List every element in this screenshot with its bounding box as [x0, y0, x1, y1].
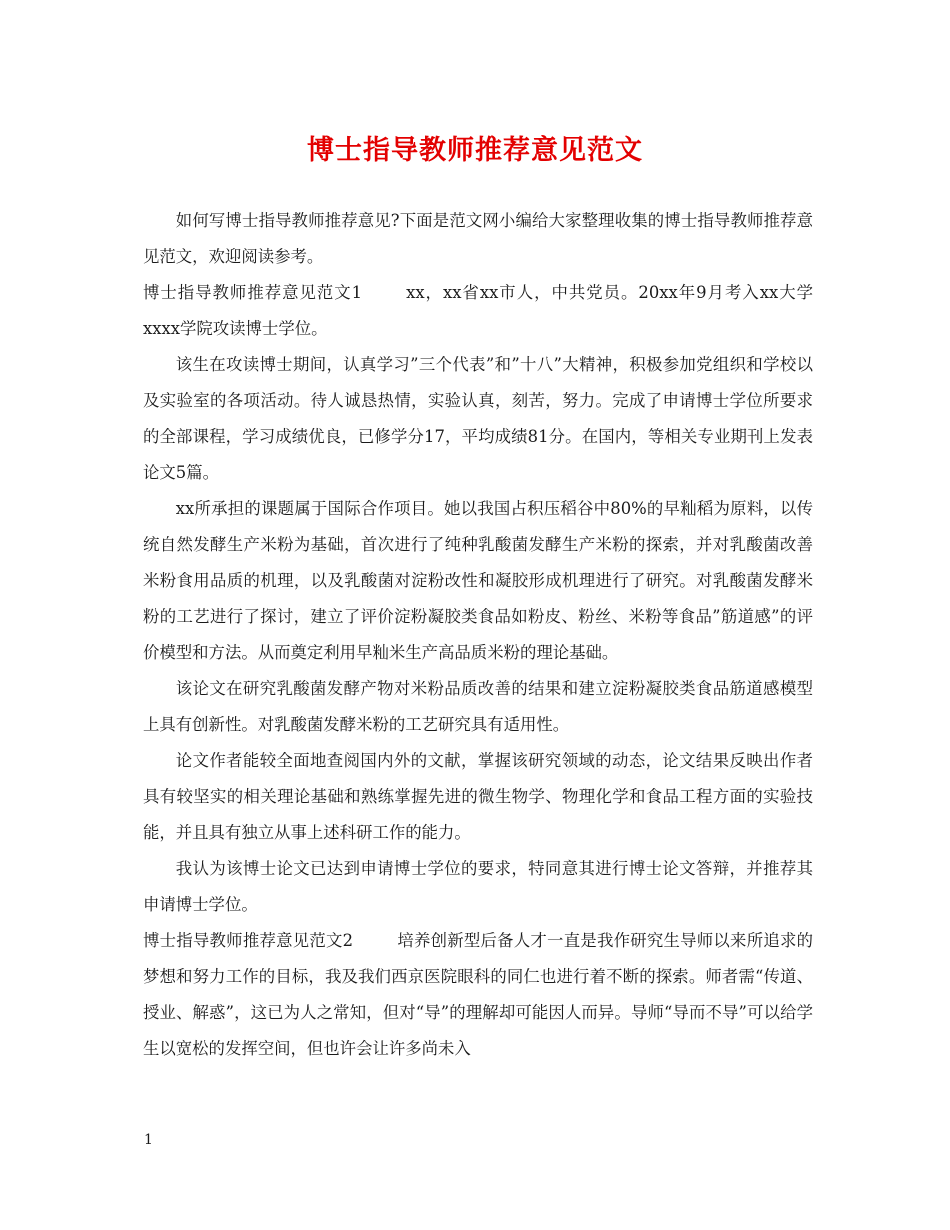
page-number: 1: [144, 1132, 153, 1148]
document-title: 博士指导教师推荐意见范文: [307, 135, 643, 166]
sample-2-lead: 培养创新型后备人才一直是我作研究生导师以来所追求的梦想和努力工作的目标，我及我们西京医院眼科的同仁也进行着不断的探索。师者需“传道、授业、解惑”，这已为人之常知，但对“导”的理解却可能因人而异。导师“导而不导”可以给学生以宽松的发挥空间，但也许会让许多尚未入: [143, 931, 813, 1058]
intro-paragraph: 如何写博士指导教师推荐意见?下面是范文网小编给大家整理收集的博士指导教师推荐意见范文，欢迎阅读参考。: [143, 211, 813, 266]
sample-1-paragraph: 该论文在研究乳酸菌发酵产物对米粉品质改善的结果和建立淀粉凝胶类食品筋道感模型上具有创新性。对乳酸菌发酵米粉的工艺研究具有适用性。: [143, 679, 813, 734]
document-body: [143, 203, 813, 1067]
sample-1-paragraph: 论文作者能较全面地查阅国内外的文献，掌握该研究领域的动态，论文结果反映出作者具有较坚实的相关理论基础和熟练掌握先进的微生物学、物理化学和食品工程方面的实验技能，并且具有独立从事上述科研工作的能力。: [143, 751, 813, 842]
sample-1-paragraph: 我认为该博士论文已达到申请博士学位的要求，特同意其进行博士论文答辩，并推荐其申请博士学位。: [143, 859, 813, 914]
sample-1-heading: 博士指导教师推荐意见范文1: [143, 283, 363, 302]
sample-1-lead: xx，xx省xx市人，中共党员。20xx年9月考入xx大学xxxx学院攻读博士学位。: [143, 283, 813, 338]
sample-2-first-paragraph: [143, 923, 813, 1067]
sample-1-paragraph: xx所承担的课题属于国际合作项目。她以我国占积压稻谷中80%的早籼稻为原料，以传统自然发酵生产米粉为基础，首次进行了纯种乳酸菌发酵生产米粉的探索，并对乳酸菌改善米粉食用品质的机理，以及乳酸菌对淀粉改性和凝胶形成机理进行了研究。对乳酸菌发酵米粉的工艺进行了探讨，建立了评价淀粉凝胶类食品如粉皮、粉丝、米粉等食品”筋道感”的评价模型和方法。从而奠定利用早籼米生产高品质米粉的理论基础。: [143, 499, 813, 662]
sample-1-paragraph: 该生在攻读博士期间，认真学习”三个代表”和”十八”大精神，积极参加党组织和学校以及实验室的各项活动。待人诚恳热情，实验认真，刻苦，努力。完成了申请博士学位所要求的全部课程，学习成绩优良，已修学分17，平均成绩81分。在国内，等相关专业期刊上发表论文5篇。: [143, 355, 813, 482]
sample-1-first-paragraph: [143, 275, 813, 347]
sample-2-heading: 博士指导教师推荐意见范文2: [143, 931, 354, 950]
